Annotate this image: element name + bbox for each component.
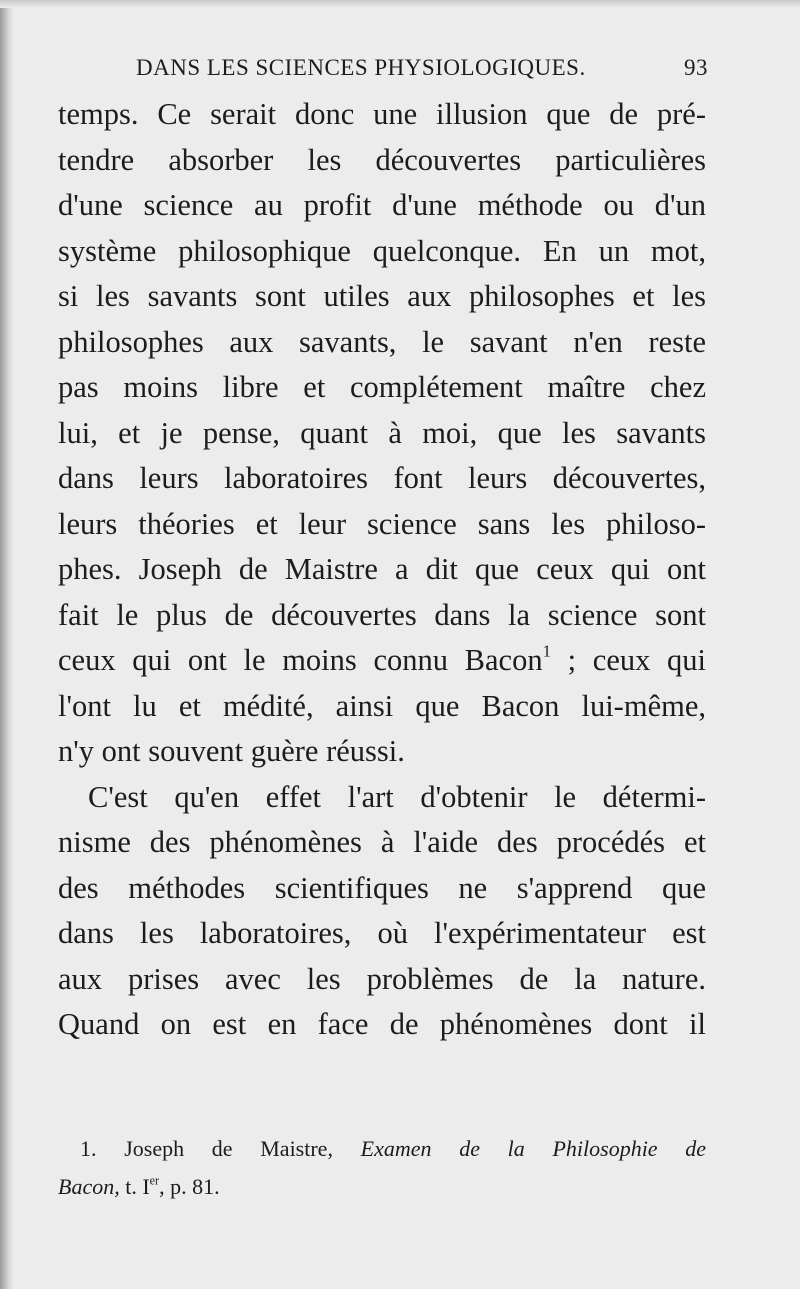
text-line: philosophes aux savants, le savant n'en reste bbox=[58, 324, 706, 359]
running-head bbox=[58, 50, 708, 86]
footnote-line-1 bbox=[58, 1130, 706, 1168]
text-line: dans les laboratoires, où l'expérimentateur est bbox=[58, 916, 706, 950]
text-line: fait le plus de découvertes dans la science sont bbox=[58, 597, 706, 632]
page-top-shadow bbox=[0, 0, 800, 8]
footnote bbox=[58, 1130, 706, 1206]
text-fragment: ceux qui ont le moins connu Bacon bbox=[58, 643, 543, 677]
text-line: Quand on est en face de phénomènes dont il bbox=[58, 1007, 706, 1041]
running-head-title: DANS LES SCIENCES PHYSIOLOGIQUES. bbox=[136, 55, 586, 80]
text-fragment: ; ceux qui bbox=[550, 643, 706, 677]
text-line: lui, et je pense, quant à moi, que les savants bbox=[58, 415, 706, 450]
body-text bbox=[58, 92, 706, 1048]
text-line: leurs théories et leur science sans les philoso- bbox=[58, 506, 706, 541]
footnote-author: Joseph de Maistre, bbox=[124, 1136, 333, 1161]
text-line: l'ont lu et médité, ainsi que Bacon lui-même, bbox=[58, 688, 706, 723]
text-line: d'une science au profit d'une méthode ou d'un bbox=[58, 188, 706, 222]
page-number: 93 bbox=[684, 55, 708, 80]
page-gutter-shadow bbox=[0, 0, 14, 1289]
footnote-reference[interactable]: 1 bbox=[542, 641, 551, 661]
text-line: n'y ont souvent guère réussi. bbox=[58, 734, 405, 768]
text-line: système philosophique quelconque. En un mot, bbox=[58, 233, 706, 268]
text-line: tendre absorber les découvertes particulières bbox=[58, 142, 706, 177]
footnote-number: 1. bbox=[80, 1136, 97, 1161]
footnote-work-title: Examen de la Philosophie de bbox=[360, 1136, 707, 1161]
text-line: C'est qu'en effet l'art d'obtenir le détermi- bbox=[88, 779, 706, 814]
text-line-with-footnote-ref bbox=[58, 638, 706, 684]
footnote-volume: t. I bbox=[125, 1174, 150, 1199]
footnote-work-title-end: Bacon, bbox=[58, 1174, 120, 1199]
footnote-volume-sup: er bbox=[149, 1173, 160, 1188]
text-line: phes. Joseph de Maistre a dit que ceux qui ont bbox=[58, 552, 706, 586]
text-line: temps. Ce serait donc une illusion que de pré- bbox=[58, 97, 706, 131]
text-line: des méthodes scientifiques ne s'apprend que bbox=[58, 870, 706, 905]
text-line: si les savants sont utiles aux philosophes et les bbox=[58, 279, 706, 313]
text-line: pas moins libre et complétement maître chez bbox=[58, 370, 706, 404]
footnote-page-ref: , p. 81. bbox=[159, 1174, 220, 1199]
footnote-line-2 bbox=[58, 1168, 706, 1206]
text-line: aux prises avec les problèmes de la nature. bbox=[58, 961, 706, 996]
text-line: dans leurs laboratoires font leurs découvertes, bbox=[58, 461, 706, 495]
text-line: nisme des phénomènes à l'aide des procédés et bbox=[58, 825, 706, 859]
